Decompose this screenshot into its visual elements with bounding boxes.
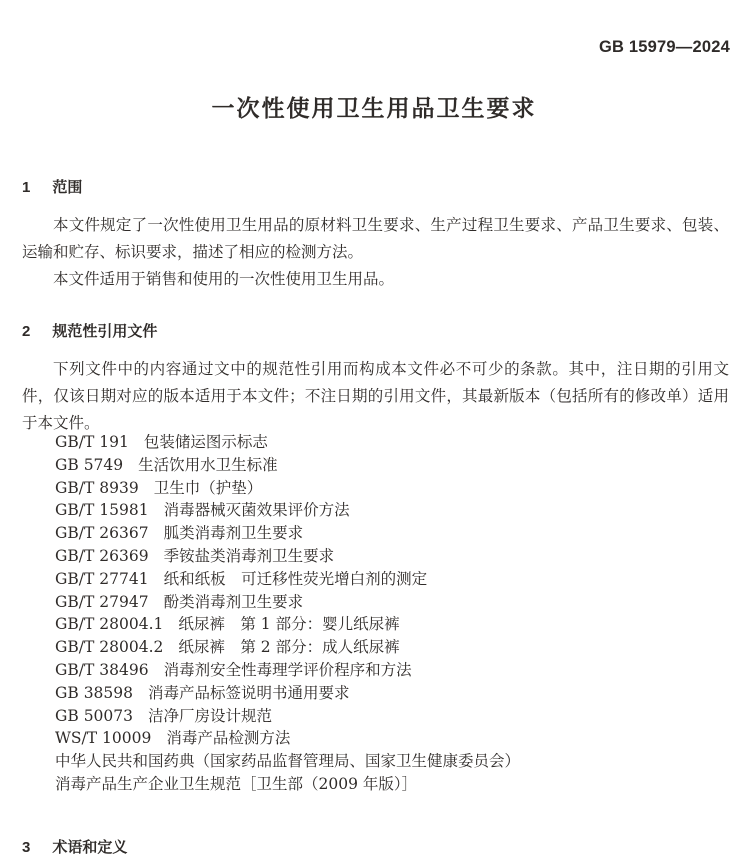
paragraph: 本文件适用于销售和使用的一次性使用卫生用品。 <box>53 270 395 288</box>
reference-item <box>22 773 729 796</box>
reference-item <box>22 750 729 773</box>
reference-title: 酚类消毒剂卫生要求 <box>163 592 304 611</box>
reference-item <box>22 454 729 477</box>
section-3-title: 术语和定义 <box>52 839 128 856</box>
reference-item <box>22 636 729 659</box>
reference-code: GB/T 38496 <box>55 660 149 679</box>
standard-code: GB 15979—2024 <box>598 38 730 56</box>
reference-item <box>22 545 729 568</box>
reference-code: GB/T 26369 <box>55 546 149 565</box>
reference-title: 消毒剂安全性毒理学评价程序和方法 <box>163 660 412 679</box>
reference-title: 胍类消毒剂卫生要求 <box>163 524 304 543</box>
reference-code: GB/T 28004.2 <box>55 638 164 657</box>
section-1-body <box>22 212 729 293</box>
section-1-heading <box>22 176 82 197</box>
reference-title: 生活饮用水卫生标准 <box>138 455 278 474</box>
reference-title: 洁净厂房设计规范 <box>148 706 273 725</box>
reference-title: 消毒器械灭菌效果评价方法 <box>163 501 350 520</box>
section-2-title: 规范性引用文件 <box>52 323 158 340</box>
reference-item <box>22 613 729 636</box>
reference-code: GB 5749 <box>55 455 124 474</box>
reference-item <box>22 522 729 545</box>
reference-item <box>22 477 729 500</box>
reference-title: 消毒产品生产企业卫生规范［卫生部（2009 年版）］ <box>55 774 418 793</box>
reference-code: GB/T 26367 <box>55 524 149 543</box>
section-1-number: 1 <box>22 179 31 196</box>
reference-item <box>22 499 729 522</box>
reference-code: WS/T 10009 <box>55 729 152 748</box>
reference-code: GB/T 27947 <box>55 592 149 611</box>
paragraph: 本文件规定了一次性使用卫生用品的原材料卫生要求、生产过程卫生要求、产品卫生要求、包装、运输和贮存、标识要求，描述了相应的检测方法。 <box>22 216 729 261</box>
reference-title: 消毒产品检测方法 <box>166 729 291 748</box>
normative-references-list <box>22 431 729 796</box>
reference-code: GB 38598 <box>55 683 134 702</box>
reference-title: 消毒产品标签说明书通用要求 <box>148 683 350 702</box>
section-2-number: 2 <box>22 323 31 340</box>
reference-item <box>22 431 729 454</box>
reference-code: GB/T 15981 <box>55 501 149 520</box>
reference-title: 卫生巾（护垫） <box>153 478 263 497</box>
reference-title: 纸尿裤 第 1 部分：婴儿纸尿裤 <box>178 615 400 634</box>
section-2-heading <box>22 320 157 341</box>
reference-item <box>22 659 729 682</box>
reference-code: GB 50073 <box>55 706 134 725</box>
reference-title: 中华人民共和国药典（国家药品监督管理局、国家卫生健康委员会） <box>55 752 521 771</box>
section-2-body <box>22 356 729 437</box>
reference-code: GB/T 27741 <box>55 569 149 588</box>
section-3-heading <box>22 836 127 857</box>
reference-title: 纸尿裤 第 2 部分：成人纸尿裤 <box>178 638 400 657</box>
section-1-title: 范围 <box>52 179 83 196</box>
reference-title: 包装储运图示标志 <box>143 433 268 451</box>
paragraph: 下列文件中的内容通过文中的规范性引用而构成本文件必不可少的条款。其中，注日期的引用文件，仅该日期对应的版本适用于本文件；不注日期的引用文件，其最新版本（包括所有的修改单）适用于本文件。 <box>22 360 729 432</box>
reference-code: GB/T 191 <box>55 433 129 451</box>
reference-title: 季铵盐类消毒剂卫生要求 <box>163 546 335 565</box>
reference-title: 纸和纸板 可迁移性荧光增白剂的测定 <box>163 569 428 588</box>
reference-item <box>22 727 729 750</box>
reference-item <box>22 682 729 705</box>
reference-item <box>22 591 729 614</box>
reference-code: GB/T 28004.1 <box>55 615 164 634</box>
document-title: 一次性使用卫生用品卫生要求 <box>211 95 537 121</box>
reference-item <box>22 568 729 591</box>
reference-item <box>22 705 729 728</box>
section-3-number: 3 <box>22 839 31 856</box>
reference-code: GB/T 8939 <box>55 478 139 497</box>
